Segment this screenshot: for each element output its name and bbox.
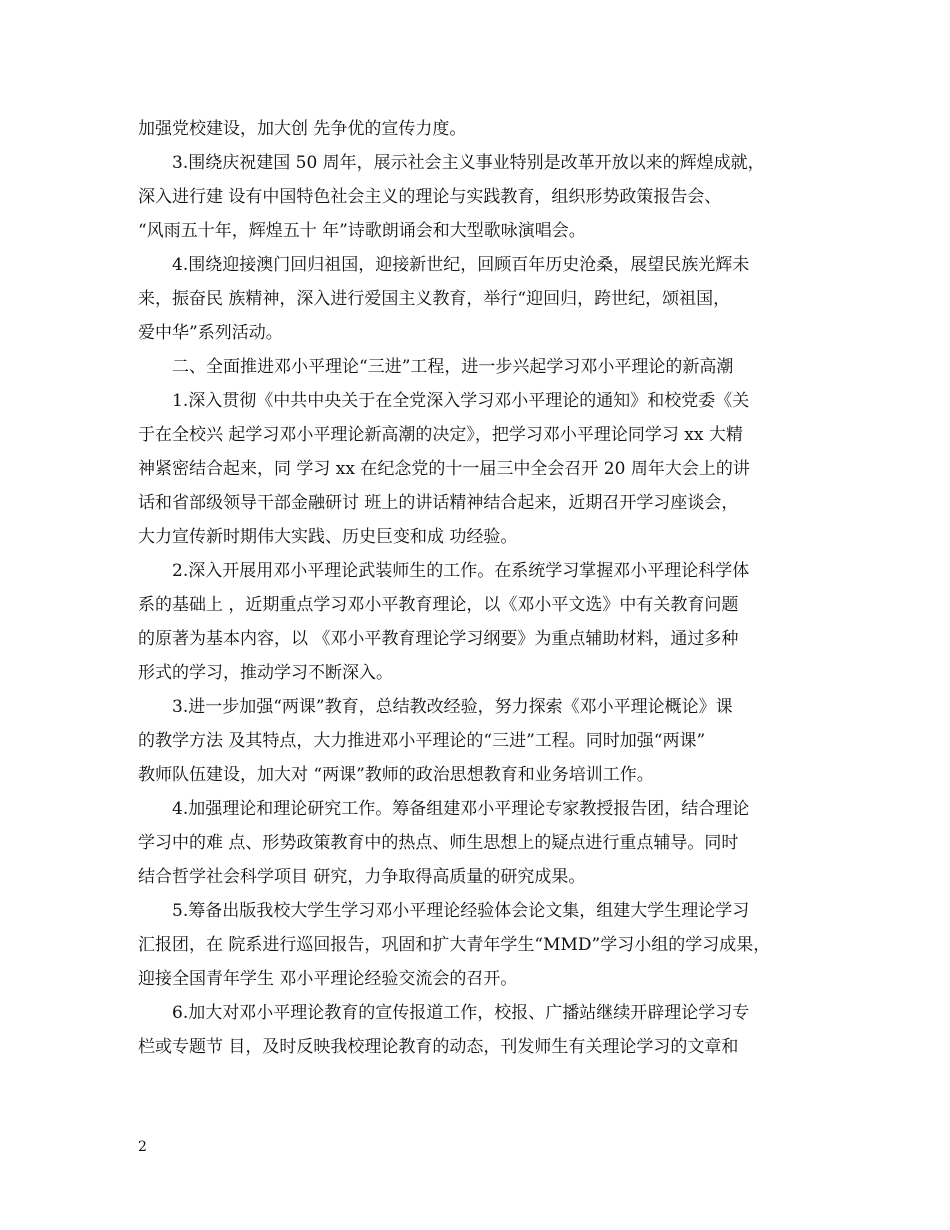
text-line: 汇报团，在 院系进行巡回报告，巩固和扩大青年学生“MMD”学习小组的学习成果， xyxy=(138,935,771,955)
text-line: 神紧密结合起来，同 学习 xx 在纪念党的十一届三中全会召开 20 周年大会上的讲 xyxy=(138,459,750,479)
text-line: 4.围绕迎接澳门回归祖国，迎接新世纪，回顾百年历史沧桑，展望民族光辉未 xyxy=(172,255,750,275)
text-line: 于在全校兴 起学习邓小平理论新高潮的决定》，把学习邓小平理论同学习 xx 大精 xyxy=(138,425,743,445)
body-text xyxy=(138,112,828,1064)
text-line: 教师队伍建设，加大对 “两课”教师的政治思想教育和业务培训工作。 xyxy=(138,765,654,785)
text-line: 栏或专题节 目，及时反映我校理论教育的动态，刊发师生有关理论学习的文章和 xyxy=(138,1037,739,1057)
text-line: 加强党校建设，加大创 先争优的宣传力度。 xyxy=(138,119,467,139)
text-line: 2.深入开展用邓小平理论武装师生的工作。在系统学习掌握邓小平理论科学体 xyxy=(172,561,750,581)
text-line: 爱中华”系列活动。 xyxy=(138,323,283,343)
text-line: 系的基础上 ，近期重点学习邓小平教育理论，以《邓小平文选》中有关教育问题 xyxy=(138,595,739,615)
text-line: 6.加大对邓小平理论教育的宣传报道工作，校报、广播站继续开辟理论学习专 xyxy=(172,1003,750,1023)
text-line: 形式的学习，推动学习不断深入。 xyxy=(138,663,393,683)
text-line: 的原著为基本内容，以 《邓小平教育理论学习纲要》为重点辅助材料，通过多种 xyxy=(138,629,739,649)
text-line: 话和省部级领导干部金融研讨 班上的讲话精神结合起来，近期召开学习座谈会， xyxy=(138,493,739,513)
page-number: 2 xyxy=(138,1139,147,1155)
text-line: 5.筹备出版我校大学生学习邓小平理论经验体会论文集，组建大学生理论学习 xyxy=(172,901,750,921)
text-line: 来，振奋民 族精神，深入进行爱国主义教育，举行“迎回归，跨世纪，颂祖国， xyxy=(138,289,731,309)
text-line: 4.加强理论和理论研究工作。筹备组建邓小平理论专家教授报告团，结合理论 xyxy=(172,799,750,819)
text-line: 结合哲学社会科学项目 研究，力争取得高质量的研究成果。 xyxy=(138,867,586,887)
text-line: 二、全面推进邓小平理论“三进”工程，进一步兴起学习邓小平理论的新高潮 xyxy=(172,357,734,377)
text-line: 深入进行建 设有中国特色社会主义的理论与实践教育，组织形势政策报告会、 xyxy=(138,187,722,207)
text-line: 3.进一步加强“两课”教育，总结教改经验，努力探索《邓小平理论概论》课 xyxy=(172,697,733,717)
text-line: “风雨五十年，辉煌五十 年”诗歌朗诵会和大型歌咏演唱会。 xyxy=(138,221,586,241)
text-line: 1.深入贯彻《中共中央关于在全党深入学习邓小平理论的通知》和校党委《关 xyxy=(172,391,750,411)
text-line: 的教学方法 及其特点，大力推进邓小平理论的“三进”工程。同时加强“两课” xyxy=(138,731,706,751)
text-line: 大力宣传新时期伟大实践、历史巨变和成 功经验。 xyxy=(138,527,518,547)
text-line: 学习中的难 点、形势政策教育中的热点、师生思想上的疑点进行重点辅导。同时 xyxy=(138,833,739,853)
text-line: 迎接全国青年学生 邓小平理论经验交流会的召开。 xyxy=(138,969,518,989)
text-line: 3.围绕庆祝建国 50 周年，展示社会主义事业特别是改革开放以来的辉煌成就， xyxy=(172,153,765,173)
